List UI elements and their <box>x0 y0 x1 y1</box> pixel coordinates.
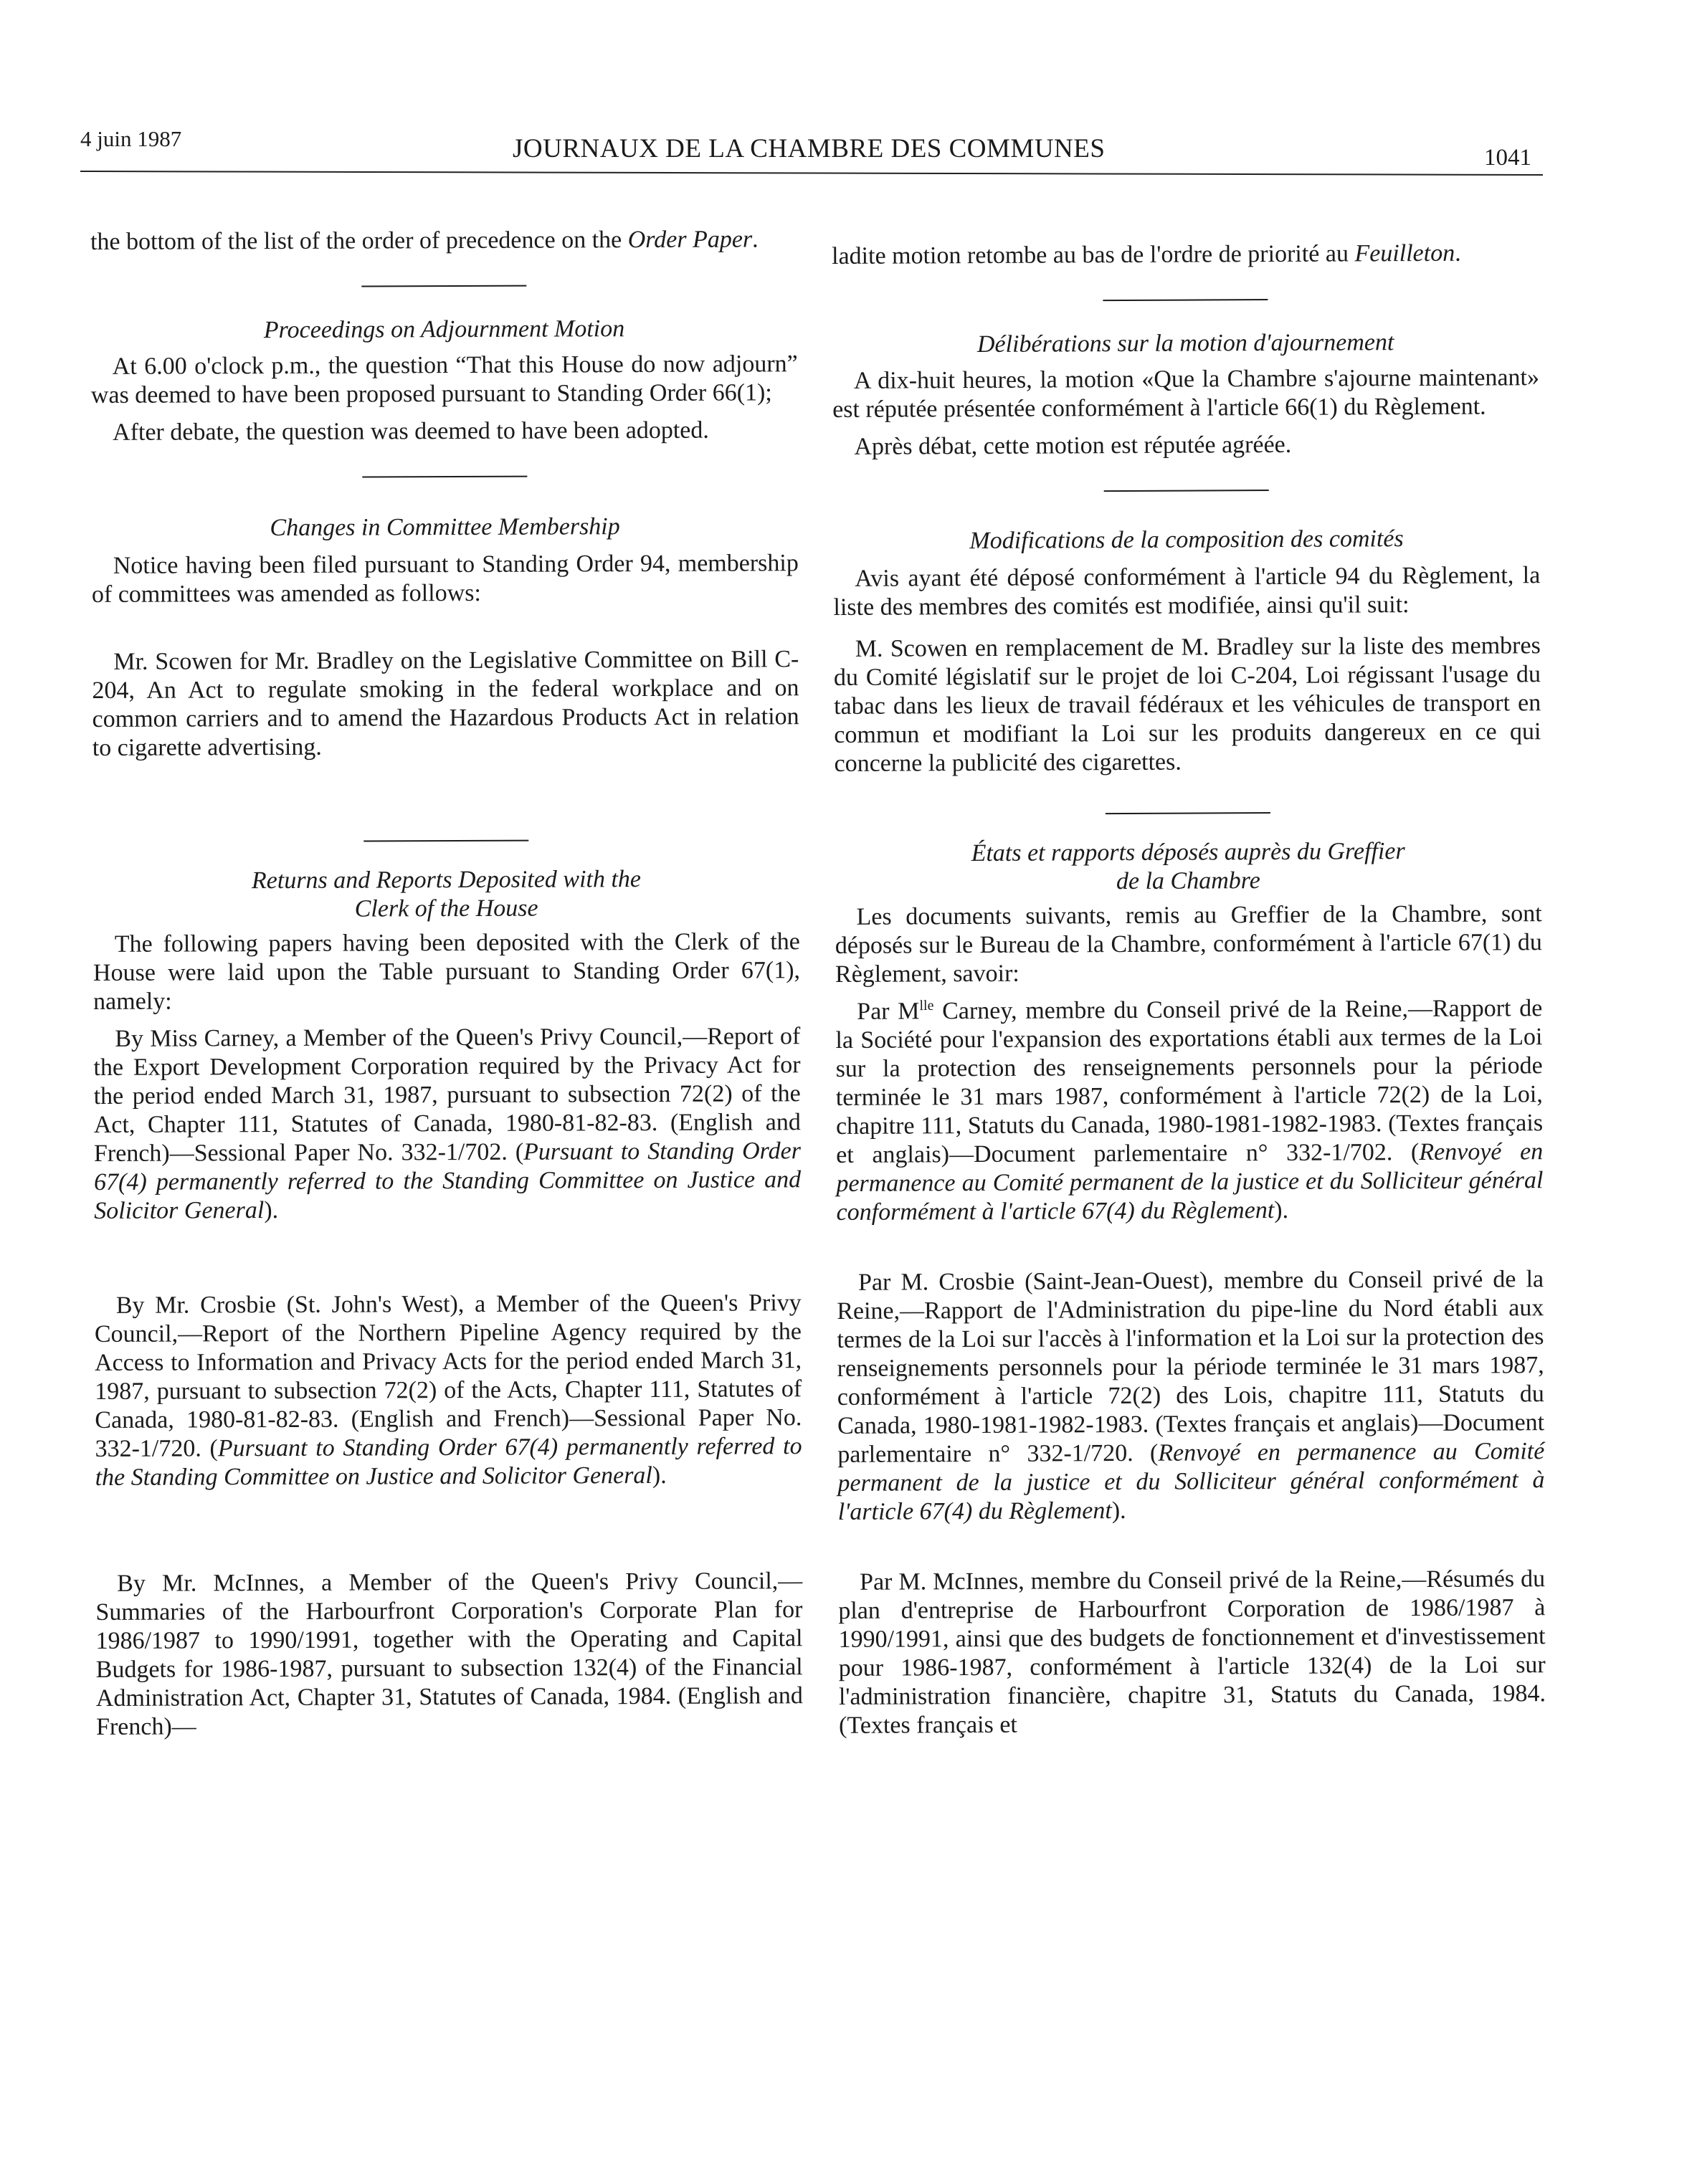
list-item: Par M. McInnes, membre du Conseil privé de la Reine,—Résumés du plan d'entreprise de Harbourfront Corporation de 1986/1987 à 1990/1991, ainsi que des budgets de fonctionnement et d'investissement pour 1986-1987, conformément à l'article 132(4) de la Loi sur l'administration financière, chapitre 31, Statuts du Canada, 1984. (Textes français et <box>838 1565 1546 1739</box>
header-rule <box>80 171 1543 176</box>
intro-paragraph-en: the bottom of the list of the order of precedence on the Order Paper. <box>90 226 759 255</box>
paragraph: M. Scowen en remplacement de M. Bradley sur la liste des membres du Comité législatif sur le projet de loi C-204, Loi régissant l'usage du tabac dans les lieux de travail fédéraux et les véhicules de transport en commun et modifiant la Loi sur les produits dangereux en ce qui concerne la publicité des cigarettes. <box>833 632 1541 777</box>
section-heading-adjournment-en: Proceedings on Adjournment Motion <box>263 315 625 344</box>
section-heading-returns-fr: États et rapports déposés auprès du Greffier de la Chambre <box>971 838 1405 895</box>
page-number: 1041 <box>1484 145 1531 171</box>
paragraph: The following papers having been deposited with the Clerk of the House were laid upon the Table pursuant to Standing Order 67(1), namely: <box>92 928 801 1015</box>
paragraph: Avis ayant été déposé conformément à l'article 94 du Règlement, la liste des membres des comités est modifiée, ainsi qu'il suit: <box>833 562 1541 621</box>
paragraph: Notice having been filed pursuant to Standing Order 94, membership of committees was amended as follows: <box>91 550 799 608</box>
paragraph: Après débat, cette motion est réputée agréée. <box>854 431 1292 460</box>
french-column <box>832 239 1546 1740</box>
paragraph: Les documents suivants, remis au Greffier de la Chambre, sont déposés sur le Bureau de la Chambre, conformément à l'article 67(1) du Règlement, savoir: <box>835 900 1542 988</box>
section-divider <box>362 476 527 478</box>
list-item: Par M. Crosbie (Saint-Jean-Ouest), membre du Conseil privé de la Reine,—Rapport de l'Administration du pipe-line du Nord établi aux termes de la Loi sur l'accès à l'information et la Loi sur la protection des renseignements personnels pour la période terminée le 31 mars 1987, conformément à l'article 72(2) des Lois, chapitre 111, Statuts du Canada, 1980-1981-1982-1983. (Textes français et anglais)—Document parlementaire n° 332-1/720. (Renvoyé en permanence au Comité permanent de la justice et du Solliciteur général conformément à l'article 67(4) du Règlement). <box>837 1266 1545 1525</box>
section-divider <box>1106 812 1270 814</box>
paragraph: A dix-huit heures, la motion «Que la Chambre s'ajourne maintenant» est réputée présentée conformément à l'article 66(1) du Règlement. <box>832 364 1540 423</box>
section-heading-committee-fr: Modifications de la composition des comités <box>969 525 1404 555</box>
section-divider <box>1104 490 1269 492</box>
section-heading-returns-en: Returns and Reports Deposited with the Clerk of the House <box>251 866 642 922</box>
section-heading-committee-en: Changes in Committee Membership <box>270 513 620 542</box>
section-divider <box>363 840 528 842</box>
section-divider <box>361 285 526 287</box>
paragraph: At 6.00 o'clock p.m., the question “That this House do now adjourn” was deemed to have been proposed pursuant to Standing Order 66(1); <box>90 351 798 409</box>
section-heading-adjournment-fr: Délibérations sur la motion d'ajournement <box>976 329 1394 358</box>
list-item: By Mr. Crosbie (St. John's West), a Member of the Queen's Privy Council,—Report of the Northern Pipeline Agency required by the Access to Information and Privacy Acts for the period ended March 31, 1987, pursuant to subsection 72(2) of the Acts, Chapter 111, Statutes of Canada, 1980-81-82-83. (English and French)—Sessional Paper No. 332-1/720. (Pursuant to Standing Order 67(4) permanently referred to the Standing Committee on Justice and Solicitor General). <box>94 1289 802 1491</box>
list-item: By Mr. McInnes, a Member of the Queen's Privy Council,—Summaries of the Harbourfront Corporation's Corporate Plan for 1986/1987 to 1990/1991, together with the Operating and Capital Budgets for 1986-1987, pursuant to subsection 132(4) of the Financial Administration Act, Chapter 31, Statutes of Canada, 1984. (English and French)— <box>95 1568 803 1740</box>
list-item: By Miss Carney, a Member of the Queen's Privy Council,—Report of the Export Development Corporation required by the Privacy Act for the period ended March 31, 1987, pursuant to subsection 72(2) of the Act, Chapter 111, Statutes of Canada, 1980-81-82-83. (English and French)—Sessional Paper No. 332-1/702. (Pursuant to Standing Order 67(4) permanently referred to the Standing Committee on Justice and Solicitor General). <box>93 1023 802 1224</box>
page-date: 4 juin 1987 <box>80 126 182 151</box>
journal-title: JOURNAUX DE LA CHAMBRE DES COMMUNES <box>513 134 1106 163</box>
paragraph: After debate, the question was deemed to have been adopted. <box>113 416 709 446</box>
english-column <box>90 225 803 1742</box>
paragraph: Mr. Scowen for Mr. Bradley on the Legislative Committee on Bill C-204, An Act to regulate smoking in the federal workplace and on common carriers and to amend the Hazardous Products Act in relation to cigarette advertising. <box>92 646 799 761</box>
list-item: Par $M^{lle}$ Carney, membre du Conseil privé de la Reine,—Rapport de la Société pour l'expansion des exportations établi aux termes de la Loi sur la protection des renseignements personnels pour la période terminée le 31 mars 1987, conformément à l'article 72(2) de la Loi, chapitre 111, Statuts du Canada, 1980-1981-1982-1983. (Textes français et anglais)—Document parlementaire n° 332-1/702. (Renvoyé en permanence au Comité permanent de la justice et du Solliciteur général conformément à l'article 67(4) du Règlement). <box>835 995 1544 1226</box>
section-divider <box>1103 299 1268 301</box>
intro-paragraph-fr: ladite motion retombe au bas de l'ordre de priorité au Feuilleton. <box>832 239 1461 270</box>
